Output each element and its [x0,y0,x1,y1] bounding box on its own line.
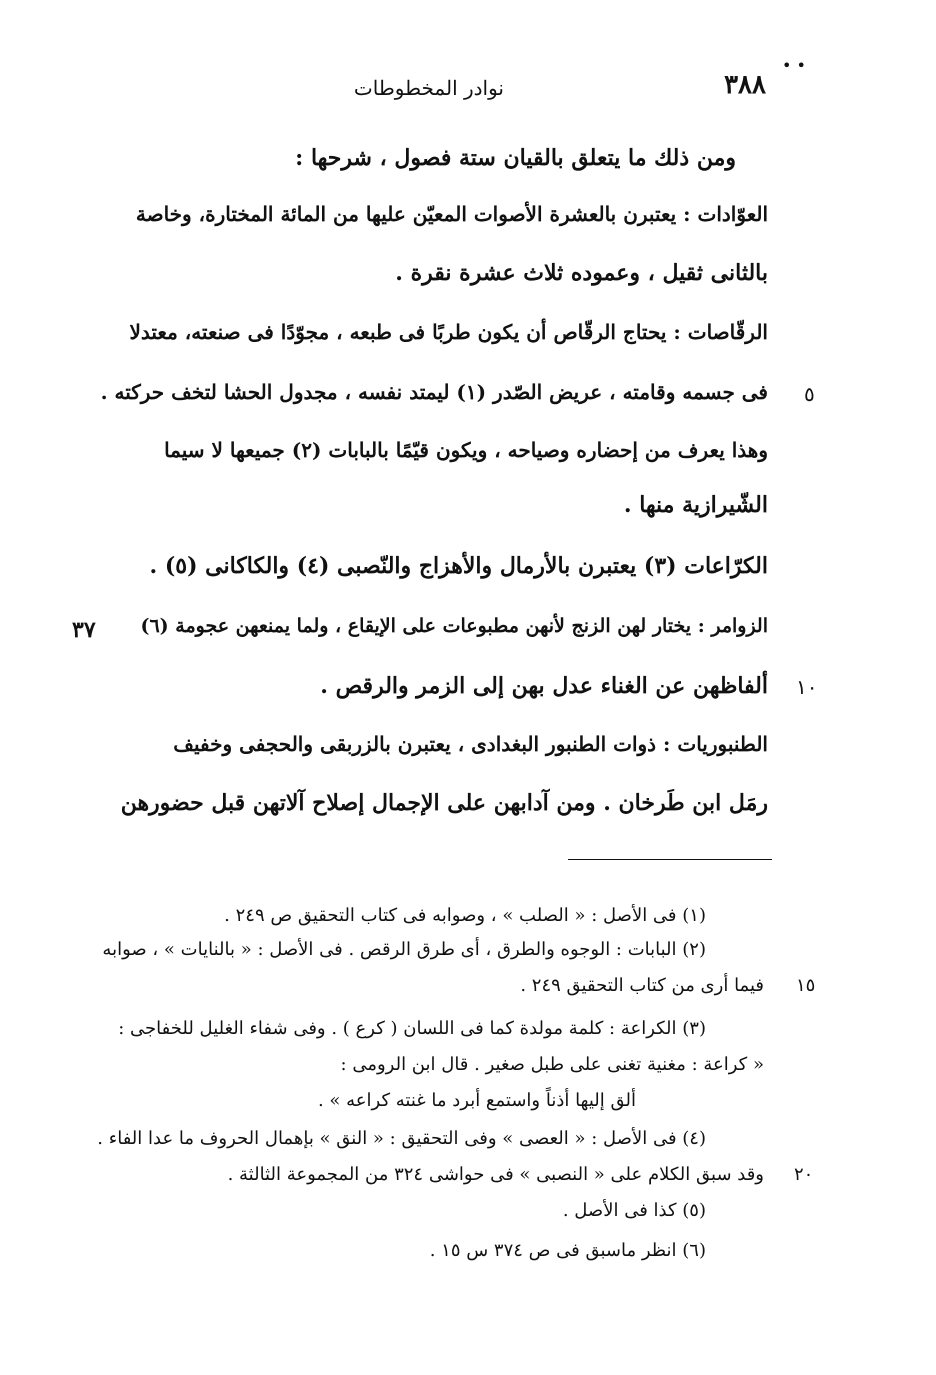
body-line-2: العوّادات : يعتبرن بالعشرة الأصوات المعيّن عليها من المائة المختارة، وخاصة [135,202,768,226]
margin-folio-number: ٣٧ [72,617,96,643]
body-line-6: وهذا يعرف من إحضاره وصياحه ، ويكون قيّمًا بالبابات (٢) جميعها لا سيما [164,438,768,462]
body-line-8: الكرّاعات (٣) يعتبرن بالأرمال والأهزاج والنّصبى (٤) والكاكانى (٥) . [149,553,768,579]
corner-marks: • • [782,56,806,75]
margin-line-number-20: ٢٠ [794,1164,814,1185]
footnote-line-10: (٦) انظر ماسبق فى ص ٣٧٤ س ١٥ . [429,1240,706,1261]
margin-line-number-15: ١٥ [796,975,816,996]
margin-line-number-10: ١٠ [796,675,818,699]
margin-line-number-5: ٥ [804,382,815,406]
footnote-verse-line: ألق إليها أذناً واستمع أبرد ما غنته كراعه » . [317,1090,636,1111]
footnote-line-9: (٥) كذا فى الأصل . [562,1200,706,1221]
body-line-11: الطنبوريات : ذوات الطنبور البغدادى ، يعتبرن بالزربقى والحجفى وخفيف [173,732,768,756]
body-line-12: رمَل ابن طَرخان . ومن آدابهن على الإجمال إصلاح آلاتهن قبل حضورهن [120,790,768,816]
page-number: ٣٨٨ [724,70,766,100]
body-line-3: بالثانى ثقيل ، وعموده ثلاث عشرة نقرة . [395,260,768,286]
footnote-line-1: (١) فى الأصل : « الصلب » ، وصوابه فى كتاب التحقيق ص ٢٤٩ . [224,905,706,926]
footnote-line-4: (٣) الكراعة : كلمة مولدة كما فى اللسان ( كرع ) . وفى شفاء الغليل للخفاجى : [118,1018,706,1039]
running-title: نوادر المخطوطات [353,76,504,100]
footnote-line-8: وقد سبق الكلام على « النصبى » فى حواشى ٣٢٤ من المجموعة الثالثة . [227,1164,764,1185]
footnote-line-5: « كراعة : مغنية تغنى على طبل صغير . قال ابن الرومى : [340,1054,764,1075]
body-line-9: الزوامر : يختار لهن الزنج لأنهن مطبوعات على الإيقاع ، ولما يمنعهن عجومة (٦) [140,615,768,637]
footnote-line-7: (٤) فى الأصل : « العصى » وفى التحقيق : « النق » بإهمال الحروف ما عدا الفاء . [97,1128,706,1149]
body-line-4: الرقّاصات : يحتاج الرقّاص أن يكون طربًا فى طبعه ، مجوّدًا فى صنعته، معتدلا [129,320,768,344]
body-line-1: ومن ذلك ما يتعلق بالقيان ستة فصول ، شرحها : [295,145,736,171]
footnote-line-3: فيما أرى من كتاب التحقيق ٢٤٩ . [520,975,764,996]
body-line-7: الشّيرازية منها . [623,492,768,518]
body-line-10: ألفاظهن عن الغناء عدل بهن إلى الزمر والرقص . [320,673,768,699]
body-line-5: فى جسمه وقامته ، عريض الصّدر (١) ليمتد نفسه ، مجدول الحشا لتخف حركته . [100,380,768,404]
footnote-separator [568,859,772,860]
footnote-line-2: (٢) البابات : الوجوه والطرق ، أى طرق الرقص . فى الأصل : « بالنايات » ، صوابه [102,939,706,960]
